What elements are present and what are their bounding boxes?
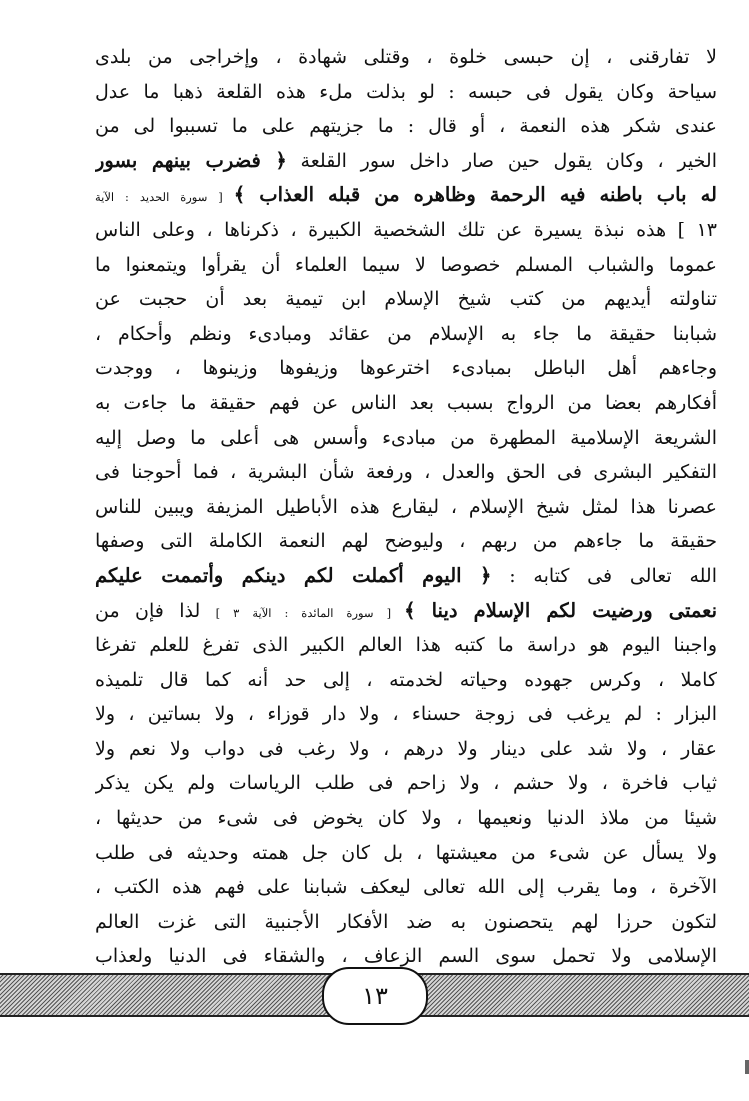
text-line [95,75,717,110]
text-line [95,144,717,179]
text-line [95,282,717,317]
edge-mark [745,1060,749,1074]
text-segment: الخير ، وكان يقول حين صار داخل سور القلعة [286,149,717,172]
quran-verse: ﴿ اليوم أكملت لكم دينكم وأتممت عليكم [95,563,492,587]
text-segment: شبابنا حقيقة ما جاء به الإسلام من عقائد ومبادىء ونظم وأحكام ، [95,322,717,345]
text-line [95,870,717,905]
text-segment: الشريعة الإسلامية المطهرة من مبادىء وأسس هى أعلى ما وصل إليه [95,426,717,449]
text-segment: عموما والشباب المسلم خصوصا لا سيما العلماء أن يقرأوا ويتمعنوا ما [95,253,717,276]
text-line [95,663,717,698]
text-line [95,351,717,386]
text-segment: وجاءهم أهل الباطل بمبادىء اخترعوها وزيفوها وزينوها ، ووجدت [95,357,717,380]
text-segment: الإسلامى ولا تحمل سوى السم الزعاف ، والشقاء فى الدنيا ولعذاب [95,945,717,968]
text-segment: ١٣ ] هذه نبذة يسيرة عن تلك الشخصية الكبيرة ، ذكرناها ، وعلى الناس [95,218,717,241]
verse-reference: [ سورة الحديد : الآية [95,190,234,205]
quran-verse: له باب باطنه فيه الرحمة وظاهره من قبله العذاب ﴾ [233,183,717,207]
text-segment: تناولته أيديهم من كتب شيخ الإسلام ابن تيمية بعد أن حجبت عن [95,288,717,311]
text-segment: لذا فإن من [95,599,216,622]
text-segment: سياحة وكان يقول فى حبسه : لو بذلت ملء هذه القلعة ذهبا ما عدل [95,80,717,103]
text-line [95,109,717,144]
text-line [95,490,717,525]
text-line [95,836,717,871]
text-line [95,732,717,767]
text-segment: عندى شكر هذه النعمة ، أو قال : ما جزيتهم على ما تسببوا لى من [95,115,717,138]
text-line [95,455,717,490]
page-body-text [95,40,717,974]
text-line [95,801,717,836]
text-segment: أفكارهم بعضا من الرواج بسبب بعد الناس عن فهم حقيقة ما جاءت به [95,391,717,414]
text-line [95,40,717,75]
text-line [95,178,717,213]
text-line [95,766,717,801]
text-segment: ولا يسأل عن شىء من معيشتها ، بل كان جل همته وحديثه فى طلب [95,841,717,864]
text-segment: عصرنا هذا لمثل شيخ الإسلام ، ليقارع هذه الأباطيل المزيفة ويبين للناس [95,495,717,518]
text-segment: ثياب فاخرة ، ولا حشم ، ولا زاحم فى طلب الرياسات ولم يكن يذكر [95,772,717,795]
text-segment: شيئا من ملاذ الدنيا ونعيمها ، ولا كان يخوض فى شىء من حديثها ، [95,807,717,830]
text-line [95,697,717,732]
text-segment: عقار ، ولا شد على دينار ولا درهم ، ولا رغب فى دواب ولا نعم ولا [95,737,717,760]
text-line [95,559,717,594]
text-segment: البزار : لم يرغب فى زوجة حسناء ، ولا دار قوزاء ، ولا بساتين ، ولا [95,703,717,726]
text-line [95,905,717,940]
page-number [322,967,428,1025]
text-segment: لا تفارقنى ، إن حبسى خلوة ، وقتلى شهادة ، وإخراجى من بلدى [95,46,717,68]
text-segment: كاملا ، وكرس جهوده وحياته لخدمته ، إلى حد أنه كما قال تلميذه [95,668,717,691]
text-line [95,421,717,456]
text-line [95,628,717,663]
text-line [95,248,717,283]
quran-verse: نعمتى ورضيت لكم الإسلام دينا ﴾ [404,598,717,622]
text-segment: الله تعالى فى كتابه : [491,564,717,587]
text-segment: لتكون حرزا لهم يتحصنون به ضد الأفكار الأجنبية التى غزت العالم [95,910,717,933]
quran-verse: ﴿ فضرب بينهم بسور [95,148,287,172]
text-line [95,213,717,248]
text-line [95,317,717,352]
page-number-label: ١٣ [362,982,388,1010]
text-segment: الآخرة ، وما يقرب إلى الله تعالى ليعكف شبابنا على فهم هذه الكتب ، [95,876,717,899]
text-line [95,386,717,421]
text-line [95,524,717,559]
text-segment: حقيقة ما جاءهم من ربهم ، وليوضح لهم النعمة الكاملة التى وصفها [95,530,717,553]
verse-reference: [ سورة المائدة : الآية ٣ ] [215,605,405,620]
text-line [95,594,717,629]
text-segment: التفكير البشرى فى الحق والعدل ، ورفعة شأن البشرية ، فما أحوجنا فى [95,461,717,484]
text-segment: واجبنا اليوم هو دراسة ما كتبه هذا العالم الكبير الذى تفرغ للعلم تفرغا [95,634,717,657]
